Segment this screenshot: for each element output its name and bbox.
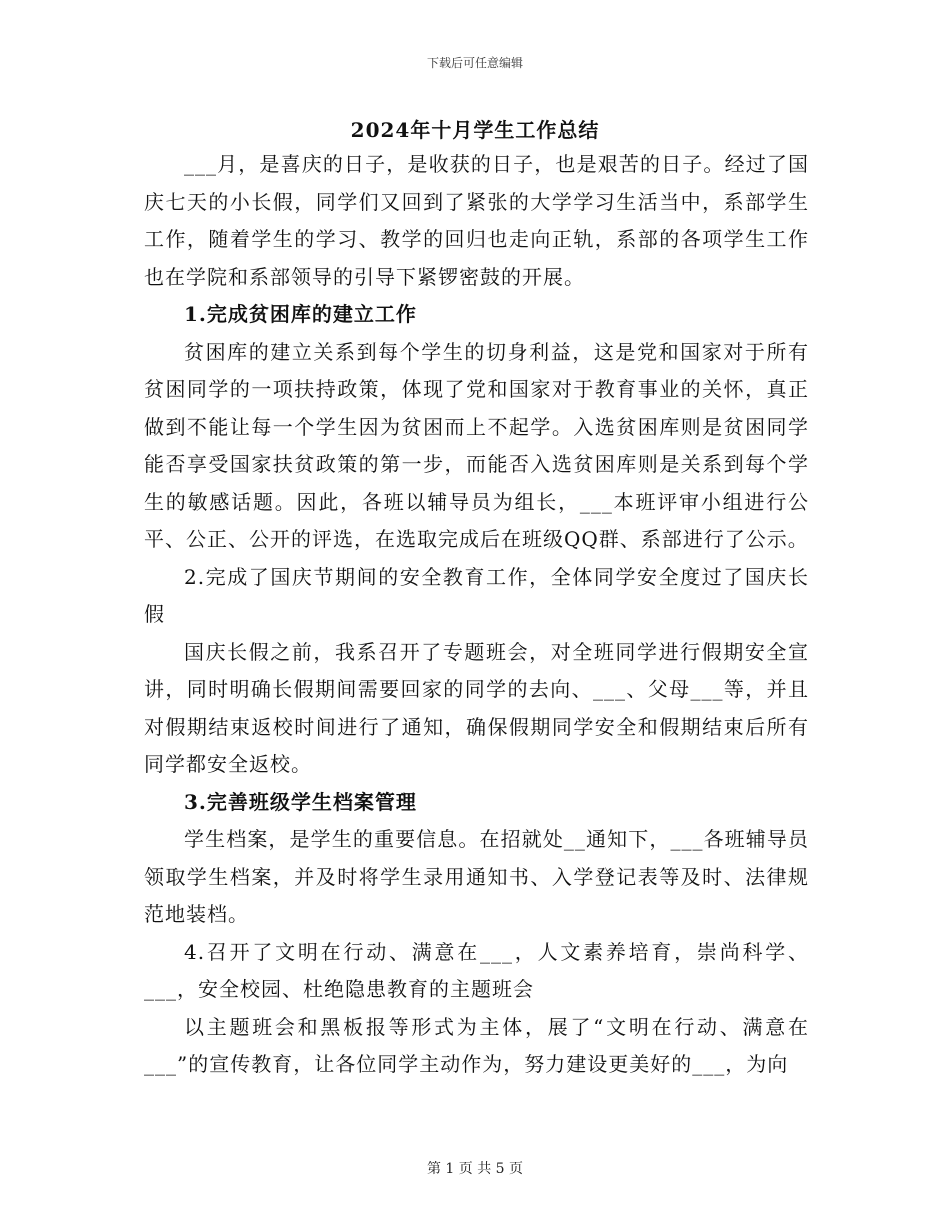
- section-heading-3: 3.完善班级学生档案管理: [184, 789, 417, 814]
- document-body: [144, 146, 809, 1084]
- section-3-paragraph: 学生档案，是学生的重要信息。在招就处__通知下，___各班辅导员领取学生档案，并及时将学生录用通知书、入学登记表等及时、法律规范地装档。: [144, 827, 809, 926]
- section-2-paragraph: 国庆长假之前，我系召开了专题班会，对全班同学进行假期安全宣讲，同时明确长假期间需要回家的同学的去向、___、父母___等，并且对假期结束返校时间进行了通知，确保假期同学安全和假期结束后所有同学都安全返校。: [144, 639, 809, 776]
- page-footer: 第 1 页 共 5 页: [426, 1161, 524, 1177]
- section-heading-1: 1.完成贫困库的建立工作: [184, 302, 417, 326]
- section-heading-2: 2.完成了国庆节期间的安全教育工作，全体同学安全度过了国庆长假: [144, 564, 809, 626]
- intro-paragraph: ___月，是喜庆的日子，是收获的日子，也是艰苦的日子。经过了国庆七天的小长假，同学们又回到了紧张的大学学习生活当中，系部学生工作，随着学生的学习、教学的回归也走向正轨，系部的各项学生工作也在学院和系部领导的引导下紧锣密鼓的开展。: [144, 152, 809, 289]
- section-1-paragraph: 贫困库的建立关系到每个学生的切身利益，这是党和国家对于所有贫困同学的一项扶持政策，体现了党和国家对于教育事业的关怀，真正做到不能让每一个学生因为贫困而上不起学。入选贫困库则是贫困同学能否享受国家扶贫政策的第一步，而能否入选贫困库则是关系到每个学生的敏感话题。因此，各班以辅导员为组长，___本班评审小组进行公平、公正、公开的评选，在选取完成后在班级QQ群、系部进行了公示。: [144, 339, 809, 551]
- document-title: 2024年十月学生工作总结: [350, 118, 600, 142]
- section-4-paragraph: 以主题班会和黑板报等形式为主体，展了“文明在行动、满意在___”的宣传教育，让各位同学主动作为，努力建设更美好的___，为向: [144, 1014, 809, 1076]
- section-heading-4: 4.召开了文明在行动、满意在___，人文素养培育，崇尚科学、___，安全校园、杜绝隐患教育的主题班会: [144, 939, 809, 1001]
- header-note: 下载后可任意编辑: [426, 56, 523, 70]
